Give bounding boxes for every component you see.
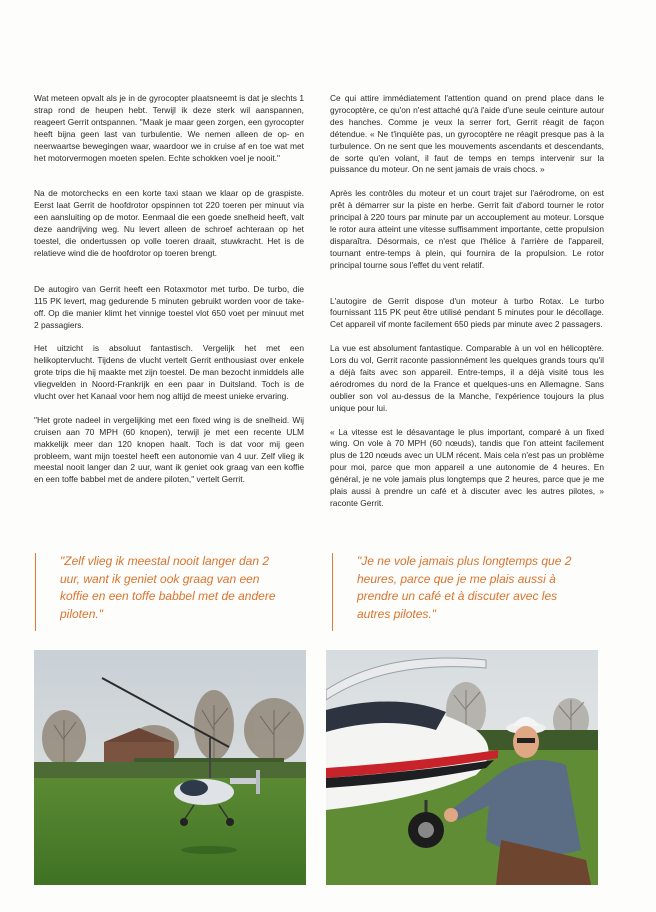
article-paragraph: Het uitzicht is absoluut fantastisch. Vergelijk het met een helikoptervlucht. Tijdens de vlucht vertelt Gerrit enthousiast over enkele grote trips die hij maakte met zijn toestel. De man bezocht inmiddels alle vliegvelden in Noord-Frankrijk en een paar in Duitsland. Toch is de vlucht over het Kanaal voor hem nog altijd de meest unieke ervaring.: [34, 343, 304, 402]
article-paragraph: Ce qui attire immédiatement l'attention quand on prend place dans le gyrocoptère, ce qu'on n'est attaché qu'à l'aide d'une seule ceinture autour des hanches. Comme je veux la serrer fort, Gerrit réagit de façon détendue. « Ne t'inquiète pas, un gyrocoptère ne réagit presque pas à la turbulence. On ne sent que les mouvements ascendants et descendants, de sorte qu'en volant, il faut de temps en temps intervenir sur la puissance du moteur. On ne sent jamais de vrais chocs. »: [330, 93, 604, 175]
french-article-column: [330, 93, 604, 522]
pull-quote-dutch: "Zelf vlieg ik meestal nooit langer dan 2 uur, want ik geniet ook graag van een koffie en een toffe babbel met de andere piloten.": [35, 553, 280, 631]
article-paragraph: La vue est absolument fantastique. Comparable à un vol en hélicoptère. Lors du vol, Gerrit raconte passionnément les quelques grands tours qu'il a déjà faits avec son appareil. Entre-temps, il a déjà visité tous les aérodromes du nord de la France et quelques-uns en Allemagne. Sans oublier son vol au-dessus de la Manche, l'expérience toujours la plus unique pour lui.: [330, 343, 604, 413]
article-paragraph: « La vitesse est le désavantage le plus important, comparé à un fixed wing. On vole à 70 MPH (60 nœuds), tandis que l'on atteint facilement plus de 120 nœuds avec un ULM récent. Mais cela n'est pas un problème pour moi, parce que mon appareil a une autonomie de 4 heures. En général, je ne vole jamais plus longtemps que 2 heures, parce que je me plais aussi à prendre un café et à discuter avec les autres pilotes, » raconte Gerrit.: [330, 426, 604, 508]
article-paragraph: Na de motorchecks en een korte taxi staan we klaar op de graspiste. Eerst laat Gerrit de hoofdrotor opspinnen tot 220 toeren per minuut via een aansluiting op de motor. Eenmaal die een goede snelheid heeft, valt deze aandrijving weg. Nu levert alleen de schroef achteraan op het toestel, die ondertussen op volle toeren draait, stuwkracht. Het is de relatieve wind die de hoofdrotor op toeren brengt.: [34, 188, 304, 258]
gyrocopter-takeoff-photo: [34, 650, 306, 885]
pilot-with-gyrocopter-photo: [326, 650, 598, 885]
article-paragraph: L'autogire de Gerrit dispose d'un moteur à turbo Rotax. Le turbo fournissant 115 PK peut être utilisé pendant 5 minutes pour le décollage. Cet appareil vif monte facilement 650 pieds par minute avec 2 passagers.: [330, 295, 604, 330]
article-paragraph: De autogiro van Gerrit heeft een Rotaxmotor met turbo. De turbo, die 115 PK levert, mag gedurende 5 minuten gebruikt worden voor de take-off. Op die manier klimt het vinnige toestel vlot 650 voet per minuut met 2 passagiers.: [34, 283, 304, 330]
article-paragraph: "Het grote nadeel in vergelijking met een fixed wing is de snelheid. Wij cruisen aan 70 MPH (60 knopen), terwijl je met een recente ULM makkelijk meer dan 120 knopen haalt. Toch is dat voor mij geen probleem, want mijn toestel heeft een autonomie van 4 uur. Zelf vlieg ik meestal nooit langer dan 2 uur, want ik geniet ook graag van een koffie en een toffe babbel met de andere piloten," vertelt Gerrit.: [34, 414, 304, 485]
pull-quote-french: "Je ne vole jamais plus longtemps que 2 heures, parce que je me plais aussi à prendre un café et à discuter avec les autres pilotes.": [332, 553, 577, 631]
article-paragraph: Après les contrôles du moteur et un court trajet sur l'aérodrome, on est prêt à démarrer sur la piste en herbe. Gerrit fait d'abord tourner le rotor principal à 220 tours par minute par un accouplement au moteur. Lorsque le rotor aura atteint une vitesse suffisamment importante, cette propulsion disparaîtra. Désormais, ce n'est que l'hélice à l'arrière de l'appareil, tournant entre-temps à plein, qui fournira de la propulsion. Le rotor principal tourne sous l'effet du vent relatif.: [330, 188, 604, 270]
dutch-article-column: [34, 93, 304, 498]
article-paragraph: Wat meteen opvalt als je in de gyrocopter plaatsneemt is dat je slechts 1 strap rond de heupen hebt. Terwijl ik deze sterk wil aanspannen, reageert Gerrit ontspannen. "Maak je maar geen zorgen, een gyrocopter heeft bijna geen last van turbulentie. We nemen alleen de op- en neerwaartse bewegingen waar, waardoor we in cruise af en toe wat met het motorvermogen moeten spelen. Echte schokken voel je nooit.": [34, 93, 304, 163]
